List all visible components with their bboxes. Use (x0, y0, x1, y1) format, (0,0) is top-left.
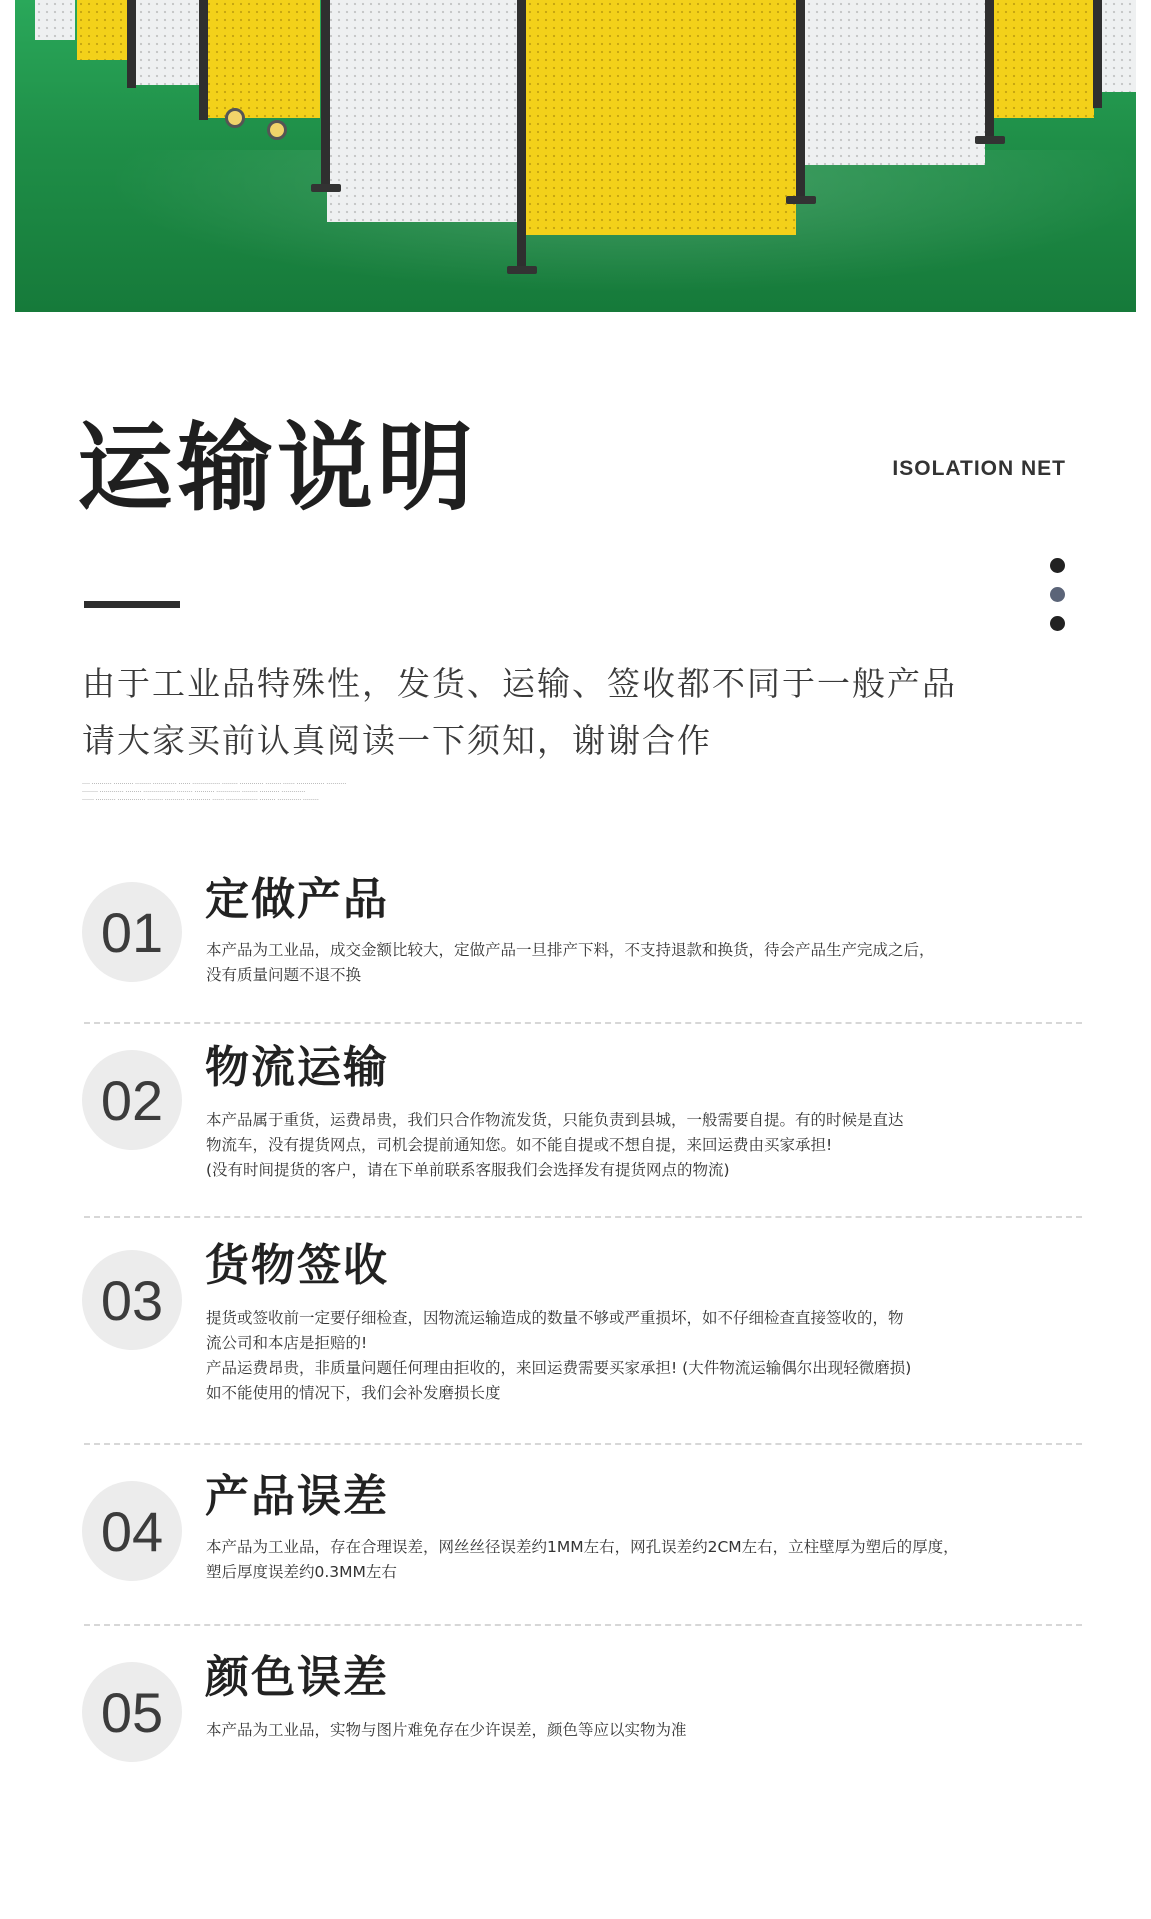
fence-post-foot (507, 266, 537, 274)
caster-wheel (225, 108, 245, 128)
fence-panel-white (327, 0, 517, 222)
english-subtitle: ISOLATION NET (892, 457, 1066, 480)
dot-icon (1050, 587, 1065, 602)
fence-post-foot (975, 136, 1005, 144)
body-line: 提货或签收前一定要仔细检查，因物流运输造成的数量不够或严重损坏，如不仔细检查直接签收的，物 (206, 1309, 904, 1327)
section-title: 产品误差 (205, 1471, 389, 1522)
section-body (206, 1306, 1086, 1406)
fence-panel-yellow (994, 0, 1094, 118)
body-line: 本产品为工业品，成交金额比较大，定做产品一旦排产下料，不支持退款和换货，待会产品生产完成之后， (206, 941, 935, 959)
fence-panel-yellow (205, 0, 320, 118)
body-line: 物流车，没有提货网点，司机会提前通知您。如不能自提或不想自提，来回运费由买家承担! (206, 1136, 833, 1154)
decorative-fine-print: ‥‥ ‥‥‥‥‥ ‥‥‥‥‥ ‥‥‥‥ ‥‥‥‥‥‥ ‥‥‥ ‥‥‥‥‥‥‥ ‥‥‥‥ ‥‥‥‥‥‥ ‥‥‥‥ ‥‥‥ ‥‥‥‥‥‥‥ ‥‥‥‥‥ ‥‥‥‥ ‥‥‥‥‥‥ ‥‥‥‥ ‥‥‥‥‥‥‥‥ ‥‥‥‥ ‥‥‥‥‥ ‥‥‥‥‥‥ ‥‥‥‥ ‥‥‥‥‥ ‥‥‥‥‥‥ ‥‥‥ ‥‥‥‥‥ ‥‥‥‥‥‥‥ ‥‥‥‥ ‥‥‥‥‥ ‥‥‥‥‥‥ ‥‥‥ ‥‥‥‥‥‥‥‥ ‥‥‥‥ ‥‥‥‥‥‥ ‥‥‥‥ (82, 780, 347, 802)
body-line: 本产品为工业品，存在合理误差，网丝丝径误差约1MM左右，网孔误差约2CM左右，立柱壁厚为塑后的厚度， (206, 1538, 959, 1556)
section-number-badge: 03 (82, 1250, 182, 1350)
intro-line: 由于工业品特殊性，发货、运输、签收都不同于一般产品 (82, 664, 957, 703)
decorative-dots (1050, 558, 1066, 645)
intro-text (82, 655, 957, 769)
section-title: 颜色误差 (205, 1652, 389, 1703)
fence-panel-white (1102, 0, 1136, 92)
dot-icon (1050, 616, 1065, 631)
body-line: 如不能使用的情况下，我们会补发磨损长度 (206, 1384, 501, 1402)
fence-post (1093, 0, 1102, 108)
body-line: 流公司和本店是拒赔的! (206, 1334, 368, 1352)
body-line: 没有质量问题不退不换 (206, 966, 362, 984)
intro-line: 请大家买前认真阅读一下须知，谢谢合作 (82, 721, 712, 760)
fence-panel-white (129, 0, 199, 85)
page-title: 运输说明 (77, 412, 477, 524)
fence-post (796, 0, 805, 200)
fence-post (321, 0, 330, 190)
fence-post-foot (786, 196, 816, 204)
fence-panel-white (805, 0, 985, 165)
section-divider (84, 1216, 1082, 1218)
fence-panel-yellow (77, 0, 127, 60)
fence-panel-white (35, 0, 75, 40)
body-line: 塑后厚度误差约0.3MM左右 (206, 1563, 397, 1581)
fence-post (127, 0, 136, 88)
section-number-badge: 02 (82, 1050, 182, 1150)
title-underline (84, 601, 180, 608)
section-divider (84, 1443, 1082, 1445)
caster-wheel (267, 120, 287, 140)
section-body (206, 1718, 1086, 1743)
section-title: 定做产品 (205, 874, 389, 925)
section-title: 货物签收 (205, 1240, 389, 1291)
dot-icon (1050, 558, 1065, 573)
fence-post (517, 0, 526, 270)
fence-panel-yellow (526, 0, 796, 235)
section-number-badge: 05 (82, 1662, 182, 1762)
fence-post (199, 0, 208, 120)
section-divider (84, 1624, 1082, 1626)
section-number-badge: 04 (82, 1481, 182, 1581)
section-number-badge: 01 (82, 882, 182, 982)
body-line: 本产品为工业品，实物与图片难免存在少许误差，颜色等应以实物为准 (206, 1721, 687, 1739)
fence-post-foot (311, 184, 341, 192)
section-divider (84, 1022, 1082, 1024)
section-title: 物流运输 (205, 1042, 389, 1093)
body-line: (没有时间提货的客户，请在下单前联系客服我们会选择发有提货网点的物流) (206, 1161, 730, 1179)
fence-post (985, 0, 994, 140)
section-body (206, 1535, 1086, 1585)
section-body (206, 1108, 1086, 1183)
body-line: 产品运费昂贵，非质量问题任何理由拒收的，来回运费需要买家承担! (大件物流运输偶尔出现轻微磨损) (206, 1359, 912, 1377)
hero-image-isolation-fence (15, 0, 1136, 312)
section-body (206, 938, 1086, 988)
body-line: 本产品属于重货，运费昂贵，我们只合作物流发货，只能负责到县城，一般需要自提。有的时候是直达 (206, 1111, 904, 1129)
